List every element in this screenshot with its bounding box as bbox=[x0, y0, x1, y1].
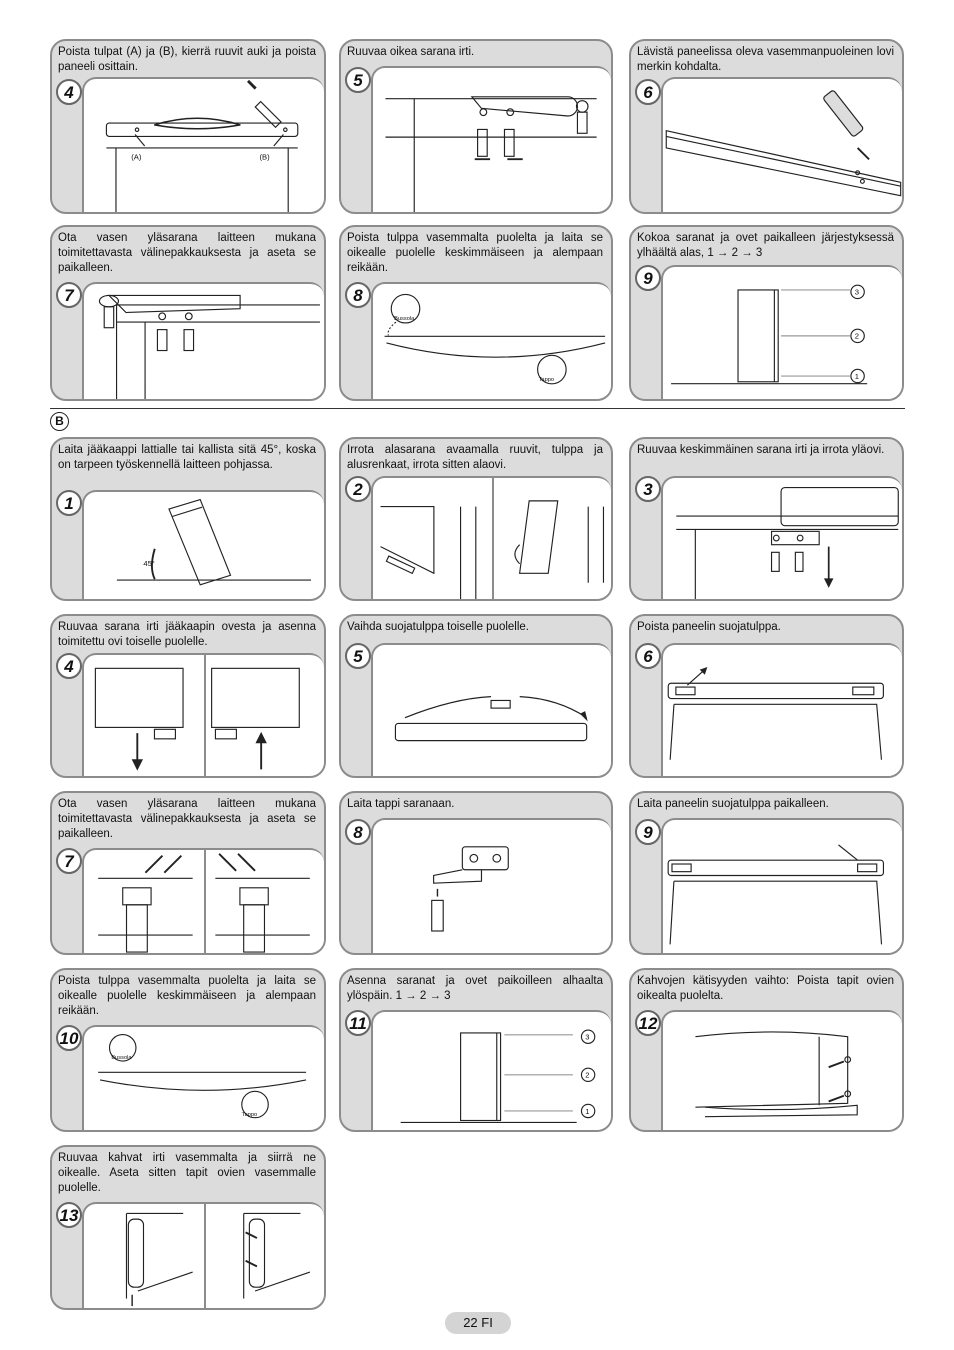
step-illustration bbox=[82, 653, 324, 776]
step-b4-panel bbox=[50, 614, 326, 778]
step-number: 6 bbox=[635, 79, 661, 105]
panel-cut-diagram bbox=[663, 79, 902, 212]
order-2: 2 bbox=[854, 331, 859, 341]
step-illustration bbox=[371, 282, 611, 399]
remove-cover-plug-diagram bbox=[663, 645, 902, 776]
callout-b: (B) bbox=[259, 152, 270, 162]
bussola-label: Bussola bbox=[394, 316, 415, 323]
middle-hinge-diagram bbox=[663, 478, 902, 599]
assembly-order-diagram bbox=[663, 267, 902, 399]
step-number: 9 bbox=[635, 265, 661, 291]
step-illustration bbox=[661, 265, 902, 399]
hinge-removal-diagram bbox=[373, 68, 611, 212]
step-number: 4 bbox=[56, 653, 82, 679]
order-2: 2 bbox=[585, 1070, 590, 1080]
step-b6-panel bbox=[629, 614, 904, 778]
order-3: 3 bbox=[854, 287, 859, 297]
step-illustration bbox=[371, 818, 611, 953]
handle-move-diagram bbox=[84, 1204, 324, 1308]
step-caption: Ota vasen yläsarana laitteen mukana toimitettavasta välinepakkauksesta ja aseta se paikalleen. bbox=[58, 798, 316, 840]
handle-pins-diagram bbox=[663, 1012, 902, 1130]
step-illustration bbox=[371, 1010, 611, 1130]
bussola-label: Bussola bbox=[111, 1055, 132, 1062]
step-caption: Vaihda suojatulppa toiselle puolelle. bbox=[347, 621, 530, 633]
step-illustration bbox=[371, 66, 611, 212]
step-number: 3 bbox=[635, 476, 661, 502]
angle-label: 45° bbox=[143, 558, 155, 568]
step-b1-panel bbox=[50, 437, 326, 601]
tilt-fridge-diagram bbox=[84, 492, 324, 599]
step-b13-panel bbox=[50, 1145, 326, 1310]
step-a7-panel bbox=[50, 225, 326, 401]
step-caption: Ota vasen yläsarana laitteen mukana toimitettavasta välinepakkauksesta ja aseta se paikalleen. bbox=[58, 232, 316, 274]
step-caption: Kahvojen kätisyyden vaihto: Poista tapit ovien oikealta puolelta. bbox=[637, 975, 894, 1002]
step-caption: Lävistä paneelissa oleva vasemmanpuoleinen lovi merkin kohdalta. bbox=[637, 46, 894, 73]
step-illustration bbox=[661, 643, 902, 776]
step-illustration bbox=[371, 643, 611, 776]
step-number: 12 bbox=[635, 1010, 661, 1036]
step-caption: Poista tulppa vasemmalta puolelta ja laita se oikealle puolelle keskimmäiseen ja alempaan reikään. bbox=[58, 975, 316, 1017]
step-caption: Ruuvaa sarana irti jääkaapin ovesta ja asenna toimitettu ovi toiselle puolelle. bbox=[58, 621, 316, 648]
step-b12-panel bbox=[629, 968, 904, 1132]
step-number: 5 bbox=[345, 67, 371, 93]
step-caption: Asenna saranat ja ovet paikoilleen alhaalta ylöspäin. 1 → 2 → 3 bbox=[347, 975, 603, 1002]
step-caption: Laita paneelin suojatulppa paikalleen. bbox=[637, 798, 829, 810]
step-a9-panel bbox=[629, 225, 904, 401]
step-number: 1 bbox=[56, 490, 82, 516]
step-b5-panel bbox=[339, 614, 613, 778]
step-number: 10 bbox=[56, 1025, 82, 1051]
step-caption: Kokoa saranat ja ovet paikalleen järjestyksessä ylhäältä alas, 1 → 2 → 3 bbox=[637, 232, 894, 259]
panel-removal-diagram bbox=[84, 79, 324, 212]
step-number: 2 bbox=[345, 476, 371, 502]
step-a4-panel bbox=[50, 39, 326, 214]
step-b7-panel bbox=[50, 791, 326, 955]
step-number: 6 bbox=[635, 643, 661, 669]
step-illustration bbox=[82, 77, 324, 212]
step-b9-panel bbox=[629, 791, 904, 955]
page-number: 22 FI bbox=[445, 1312, 511, 1334]
order-3: 3 bbox=[585, 1032, 590, 1042]
order-1: 1 bbox=[854, 371, 859, 381]
plug-swap-diagram bbox=[373, 284, 611, 399]
step-number: 4 bbox=[56, 79, 82, 105]
section-b-marker: B bbox=[50, 412, 69, 431]
step-illustration bbox=[82, 282, 324, 399]
step-caption: Laita jääkaappi lattialle tai kallista sitä 45°, koska on tarpeen työskennellä laitteen pohjassa. bbox=[58, 444, 316, 471]
step-number: 11 bbox=[345, 1010, 371, 1036]
step-illustration bbox=[371, 476, 611, 599]
tappo-label: Tappo bbox=[241, 1111, 258, 1118]
hinge-install-diagram bbox=[84, 284, 324, 399]
step-number: 8 bbox=[345, 819, 371, 845]
step-number: 8 bbox=[345, 282, 371, 308]
order-1: 1 bbox=[585, 1106, 590, 1116]
step-caption: Ruuvaa keskimmäinen sarana irti ja irrota yläovi. bbox=[637, 444, 885, 456]
step-b3-panel bbox=[629, 437, 904, 601]
step-caption: Laita tappi saranaan. bbox=[347, 798, 455, 810]
step-caption: Poista paneelin suojatulppa. bbox=[637, 621, 781, 633]
pin-hinge-diagram bbox=[373, 820, 611, 953]
step-a8-panel bbox=[339, 225, 613, 401]
step-caption: Ruuvaa oikea sarana irti. bbox=[347, 46, 475, 58]
step-illustration bbox=[82, 1202, 324, 1308]
step-caption: Poista tulppa vasemmalta puolelta ja laita se oikealle puolelle keskimmäiseen ja alempaan reikään. bbox=[347, 232, 603, 274]
assembly-order-bottom-up-diagram bbox=[373, 1012, 611, 1130]
step-illustration bbox=[661, 77, 902, 212]
step-b2-panel bbox=[339, 437, 613, 601]
lower-hinge-diagram bbox=[373, 478, 611, 599]
step-illustration bbox=[82, 1025, 324, 1130]
plug-swap-lower-diagram bbox=[84, 1027, 324, 1130]
door-swap-diagram bbox=[84, 655, 324, 776]
step-b8-panel bbox=[339, 791, 613, 955]
step-a6-panel bbox=[629, 39, 904, 214]
step-illustration bbox=[661, 476, 902, 599]
top-hinge-install-diagram bbox=[84, 850, 324, 953]
step-caption: Ruuvaa kahvat irti vasemmalta ja siirrä ne oikealle. Aseta sitten tapit ovien vasemmalle puolelle. bbox=[58, 1152, 316, 1194]
step-b11-panel bbox=[339, 968, 613, 1132]
tappo-label: Tappo bbox=[538, 376, 555, 383]
step-b10-panel bbox=[50, 968, 326, 1132]
step-number: 5 bbox=[345, 643, 371, 669]
step-number: 7 bbox=[56, 282, 82, 308]
step-number: 13 bbox=[56, 1202, 82, 1228]
callout-a: (A) bbox=[131, 152, 142, 162]
step-caption: Poista tulpat (A) ja (B), kierrä ruuvit auki ja poista paneeli osittain. bbox=[58, 46, 316, 73]
step-a5-panel bbox=[339, 39, 613, 214]
step-illustration bbox=[82, 490, 324, 599]
section-divider bbox=[50, 408, 905, 409]
step-illustration bbox=[661, 1010, 902, 1130]
cover-plug-swap-diagram bbox=[373, 645, 611, 776]
step-illustration bbox=[661, 818, 902, 953]
step-illustration bbox=[82, 848, 324, 953]
insert-cover-plug-diagram bbox=[663, 820, 902, 953]
step-number: 9 bbox=[635, 819, 661, 845]
step-caption: Irrota alasarana avaamalla ruuvit, tulppa ja alusrenkaat, irrota sitten alaovi. bbox=[347, 444, 603, 471]
step-number: 7 bbox=[56, 848, 82, 874]
